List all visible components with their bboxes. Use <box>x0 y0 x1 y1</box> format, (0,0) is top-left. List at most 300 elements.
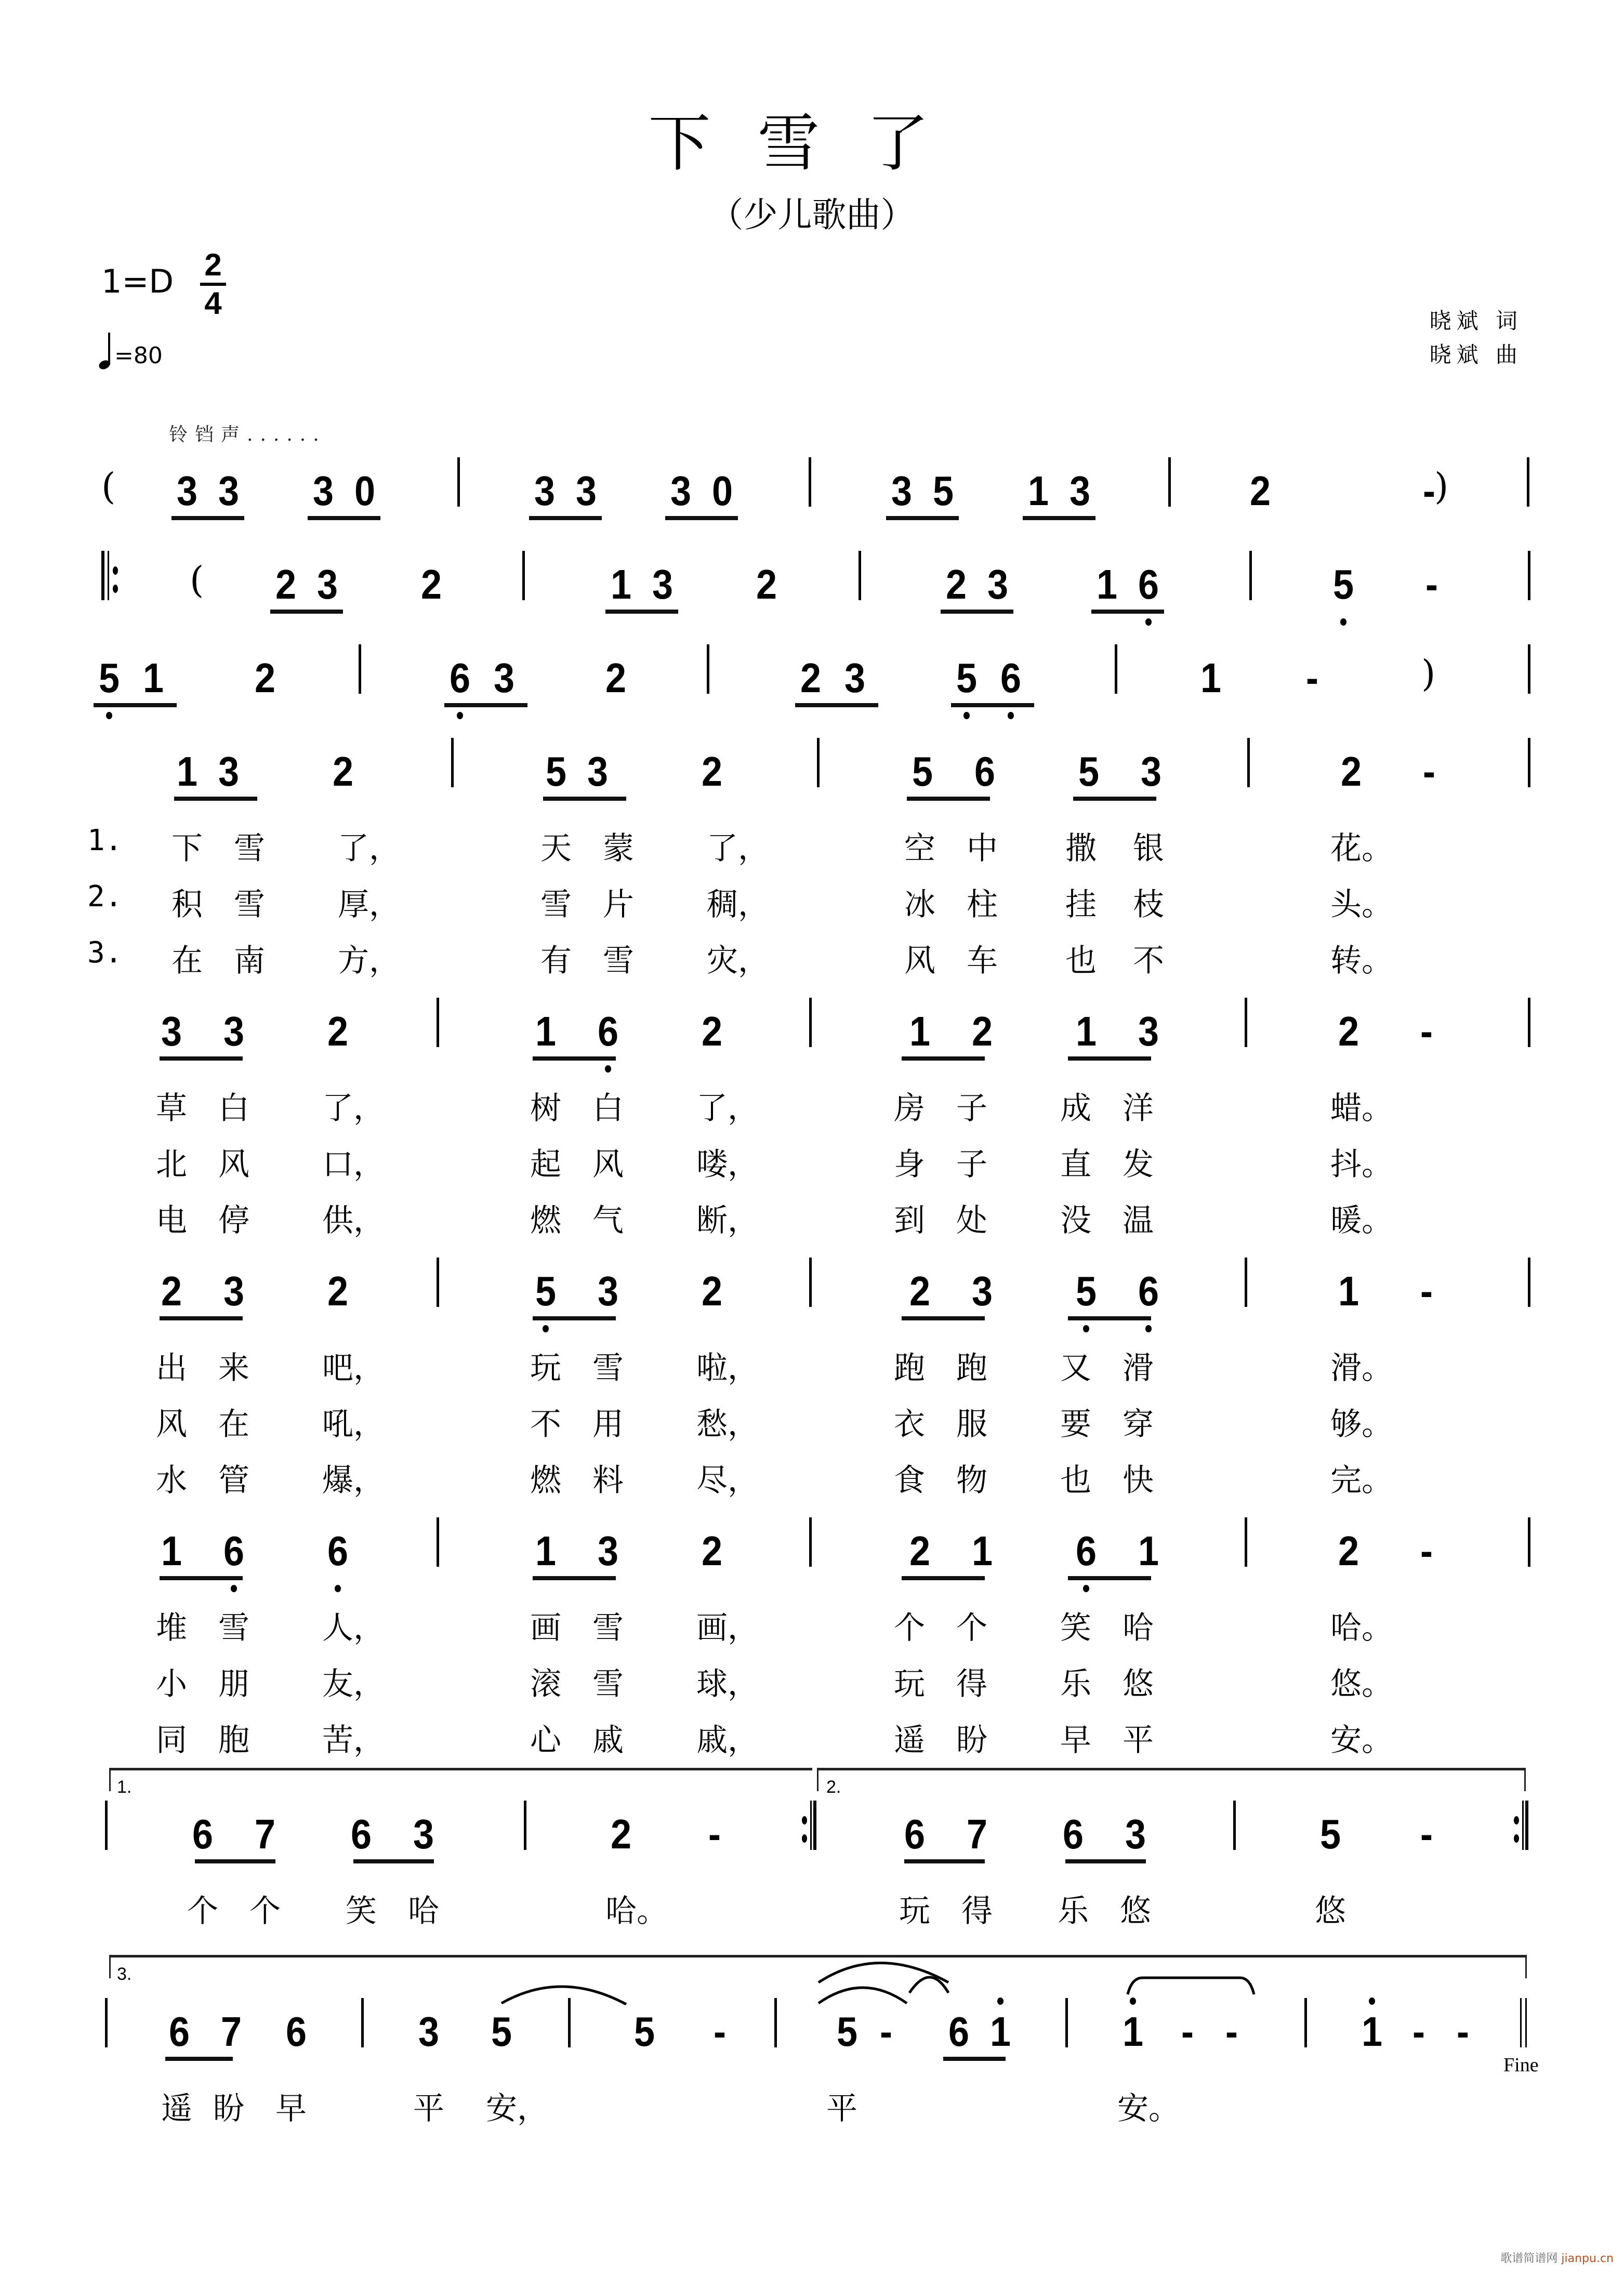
lyric-syllable: 滑。 <box>1330 1350 1393 1386</box>
lyric-syllable: 风 <box>156 1406 187 1443</box>
note: 7 <box>220 2008 242 2055</box>
lyric-syllable: 天 <box>540 830 572 867</box>
barline <box>1528 551 1530 600</box>
lyric-syllable: 南 <box>234 943 265 979</box>
lyric-syllable: 平 <box>1123 1722 1154 1758</box>
lyric-syllable: 口， <box>322 1146 385 1183</box>
note: 2 <box>327 1268 349 1314</box>
note: 3 <box>1140 748 1162 795</box>
lyric-syllable: 跑 <box>956 1350 987 1386</box>
note: 2 <box>909 1528 931 1574</box>
lyric-syllable: 笑 <box>1060 1610 1091 1646</box>
barline <box>1245 1517 1247 1567</box>
note: 3 <box>534 468 556 514</box>
lyric-syllable: 燃 <box>530 1202 561 1239</box>
low-octave-dot <box>1008 712 1014 719</box>
barline <box>1249 551 1252 600</box>
note: 6 <box>327 1528 349 1574</box>
lyric-syllable: 玩 <box>899 1893 930 1929</box>
lyric-syllable: 方， <box>338 943 400 979</box>
note: 2 <box>1249 468 1271 514</box>
lyric-syllable: 下 <box>171 830 203 867</box>
lyric-syllable: 早 <box>1060 1722 1091 1758</box>
lyric-syllable: 在 <box>218 1406 249 1443</box>
lyricist-credit: 晓斌 词 <box>1429 308 1523 334</box>
lyric-syllable: 要 <box>1060 1406 1091 1443</box>
low-octave-dot <box>963 712 970 719</box>
note: 3 <box>316 561 338 607</box>
lyric-syllable: 跑 <box>894 1350 925 1386</box>
lyric-syllable: 堆 <box>156 1610 187 1646</box>
barline <box>1247 738 1250 787</box>
note: 1 <box>1075 1008 1097 1054</box>
note: 2 <box>701 748 723 795</box>
repeat-start-thin <box>108 551 109 600</box>
lyric-syllable: 水 <box>156 1462 187 1499</box>
lyric-syllable: 温 <box>1123 1202 1154 1239</box>
note: 6 <box>449 655 471 701</box>
lyric-syllable: 空 <box>904 830 935 867</box>
note: 0 <box>711 468 733 514</box>
lyric-syllable: 玩 <box>530 1350 561 1386</box>
eighth-note-beam <box>444 703 527 707</box>
note: 6 <box>168 2008 190 2055</box>
low-octave-dot <box>1083 1325 1089 1332</box>
lyric-syllable: 白 <box>218 1090 249 1127</box>
eighth-note-beam <box>1023 516 1095 520</box>
lyric-syllable: 了， <box>338 830 400 867</box>
eighth-note-beam <box>902 1576 985 1580</box>
lyric-syllable: 处 <box>956 1202 987 1239</box>
hold-dash: - <box>1181 2008 1194 2055</box>
note: 6 <box>597 1008 619 1054</box>
lyric-syllable: 雪 <box>540 887 572 923</box>
hold-dash: - <box>1420 1268 1433 1314</box>
final-barline-thin <box>1525 1998 1527 2047</box>
note: 1 <box>1338 1268 1359 1314</box>
barline <box>359 644 361 694</box>
lyric-syllable: 又 <box>1060 1350 1091 1386</box>
volta-bracket-3 <box>109 1955 1527 1978</box>
barline <box>105 1998 108 2047</box>
note: 5 <box>633 2008 655 2055</box>
note: 1 <box>971 1528 993 1574</box>
lyric-syllable: 衣 <box>894 1406 925 1443</box>
barline <box>1065 1998 1068 2047</box>
lyric-syllable: 了， <box>696 1090 759 1127</box>
lyric-syllable: 身 <box>894 1146 925 1183</box>
note: 7 <box>966 1811 988 1857</box>
lyric-syllable: 服 <box>956 1406 987 1443</box>
note: 1 <box>1138 1528 1159 1574</box>
note: 1 <box>1361 2008 1383 2055</box>
lyric-syllable: 在 <box>171 943 203 979</box>
repeat-start-thick <box>101 551 104 600</box>
verse-number: 1. <box>87 824 123 857</box>
time-signature-bottom: 4 <box>204 286 222 321</box>
lyric-syllable: 哈。 <box>605 1893 668 1929</box>
lyric-syllable: 戚， <box>696 1722 759 1758</box>
note: 3 <box>652 561 674 607</box>
repeat-dot <box>1514 1834 1519 1843</box>
lyric-syllable: 物 <box>956 1462 987 1499</box>
lyric-syllable: 苦， <box>322 1722 385 1758</box>
note: 1 <box>1027 468 1049 514</box>
barline <box>437 998 439 1047</box>
lyric-syllable: 头。 <box>1330 887 1393 923</box>
lyric-syllable: 转。 <box>1330 943 1393 979</box>
note: 6 <box>1000 655 1022 701</box>
note: 2 <box>610 1811 632 1857</box>
eighth-note-beam <box>943 2057 1006 2061</box>
note: 3 <box>312 468 334 514</box>
lyric-syllable: 心 <box>530 1722 561 1758</box>
lyric-syllable: 撒 <box>1065 830 1097 867</box>
note: 3 <box>1138 1008 1159 1054</box>
lyric-syllable: 食 <box>894 1462 925 1499</box>
note: 2 <box>971 1008 993 1054</box>
eighth-note-beam <box>902 1056 985 1061</box>
lyric-syllable: 雪 <box>592 1666 624 1702</box>
lyric-syllable: 遥 <box>161 2091 192 2127</box>
high-octave-dot <box>997 1998 1004 2005</box>
note: 1 <box>142 655 164 701</box>
note: 5 <box>1319 1811 1341 1857</box>
bracket-paren: ) <box>1434 465 1449 508</box>
lyric-syllable: 尽， <box>696 1462 759 1499</box>
repeat-dot <box>113 585 118 593</box>
note: 3 <box>597 1528 619 1574</box>
barline <box>1528 998 1530 1047</box>
lyric-syllable: 同 <box>156 1722 187 1758</box>
lyric-syllable: 草 <box>156 1090 187 1127</box>
lyric-syllable: 没 <box>1060 1202 1091 1239</box>
eighth-note-beam <box>160 1576 243 1580</box>
barline <box>1168 457 1171 507</box>
lyric-syllable: 柱 <box>967 887 998 923</box>
note: 2 <box>701 1528 723 1574</box>
note: 3 <box>493 655 515 701</box>
eighth-note-beam <box>795 703 878 707</box>
note: 5 <box>1078 748 1100 795</box>
note: 3 <box>218 748 240 795</box>
note: 3 <box>223 1008 245 1054</box>
lyric-syllable: 够。 <box>1330 1406 1393 1443</box>
eighth-note-beam <box>353 1859 434 1863</box>
lyric-syllable: 雪 <box>592 1610 624 1646</box>
lyric-syllable: 用 <box>592 1406 624 1443</box>
hold-dash: - <box>708 1811 721 1857</box>
lyric-syllable: 雪 <box>603 943 634 979</box>
lyric-syllable: 画， <box>696 1610 759 1646</box>
barline <box>1304 1998 1307 2047</box>
lyric-syllable: 个 <box>956 1610 987 1646</box>
note: 1 <box>1200 655 1222 701</box>
volta-label-1: 1. <box>117 1777 132 1797</box>
lyric-syllable: 厚， <box>338 887 400 923</box>
hold-dash: - <box>1412 2008 1425 2055</box>
time-signature <box>200 249 226 319</box>
barline <box>809 1517 812 1567</box>
hold-dash: - <box>1420 1811 1433 1857</box>
eighth-note-beam <box>951 703 1034 707</box>
lyric-syllable: 电 <box>156 1202 187 1239</box>
song-title: 下雪了 <box>648 108 976 180</box>
note: 2 <box>161 1268 182 1314</box>
barline <box>361 1998 364 2047</box>
lyric-syllable: 雪 <box>234 830 265 867</box>
lyric-syllable: 喽， <box>696 1146 759 1183</box>
barline <box>1245 1258 1247 1307</box>
eighth-note-beam <box>886 516 959 520</box>
lyric-syllable: 笑 <box>346 1893 377 1929</box>
note: 2 <box>701 1008 723 1054</box>
eighth-note-beam <box>160 1056 243 1061</box>
low-octave-dot <box>1145 618 1152 626</box>
note: 6 <box>350 1811 372 1857</box>
hold-dash: - <box>1425 561 1438 607</box>
lyric-syllable: 啦， <box>696 1350 759 1386</box>
eighth-note-beam <box>174 797 257 801</box>
lyric-syllable: 供， <box>322 1202 385 1239</box>
lyric-syllable: 断， <box>696 1202 759 1239</box>
note: 5 <box>98 655 120 701</box>
note: 3 <box>587 748 609 795</box>
barline <box>522 551 525 600</box>
lyric-syllable: 白 <box>592 1090 624 1127</box>
fine-marking: Fine <box>1503 2054 1539 2076</box>
hold-dash: - <box>880 2008 892 2055</box>
lyric-syllable: 早 <box>275 2091 307 2127</box>
note: 6 <box>1138 1268 1159 1314</box>
lyric-syllable: 悠 <box>1315 1893 1346 1929</box>
note: 2 <box>327 1008 349 1054</box>
high-octave-dot <box>1130 1998 1136 2005</box>
barline <box>774 1998 777 2047</box>
bracket-paren: ( <box>190 559 204 601</box>
eighth-note-beam <box>165 2057 233 2061</box>
note: 7 <box>254 1811 276 1857</box>
lyric-syllable: 滚 <box>530 1666 561 1702</box>
eighth-note-beam <box>941 610 1013 614</box>
barline <box>1528 738 1530 787</box>
lyric-syllable: 吧， <box>322 1350 385 1386</box>
lyric-syllable: 风 <box>904 943 935 979</box>
volta-label-3: 3. <box>117 1964 132 1984</box>
eighth-note-beam <box>533 1316 616 1320</box>
note: 3 <box>1125 1811 1146 1857</box>
note: 1 <box>989 2008 1011 2055</box>
barline <box>568 1998 571 2047</box>
lyric-syllable: 友， <box>322 1666 385 1702</box>
lyric-syllable: 发 <box>1123 1146 1154 1183</box>
barline <box>1245 998 1247 1047</box>
eighth-note-beam <box>94 703 177 707</box>
verse-number: 3. <box>87 936 123 970</box>
lyric-syllable: 乐 <box>1058 1893 1089 1929</box>
low-octave-dot <box>231 1585 237 1592</box>
note: 2 <box>909 1268 931 1314</box>
barline <box>809 1258 812 1307</box>
lyric-syllable: 平 <box>413 2091 444 2127</box>
hold-dash: - <box>1225 2008 1238 2055</box>
lyric-syllable: 朋 <box>218 1666 249 1702</box>
lyric-syllable: 花。 <box>1330 830 1393 867</box>
note: 1 <box>535 1528 557 1574</box>
barline <box>1233 1801 1236 1850</box>
note: 5 <box>545 748 567 795</box>
quarter-note-icon <box>99 333 111 369</box>
lyric-syllable: 球， <box>696 1666 759 1702</box>
lyric-syllable: 了， <box>322 1090 385 1127</box>
lyric-syllable: 成 <box>1060 1090 1091 1127</box>
note: 3 <box>223 1268 245 1314</box>
barline <box>457 457 460 507</box>
note: 6 <box>192 1811 214 1857</box>
note: 2 <box>420 561 442 607</box>
lyric-syllable: 胞 <box>218 1722 249 1758</box>
hold-dash: - <box>1306 655 1318 701</box>
key-signature: 1=D <box>101 262 174 300</box>
eighth-note-beam <box>665 516 738 520</box>
repeat-end-thin <box>1522 1801 1524 1850</box>
eighth-note-beam <box>907 797 990 801</box>
lyric-syllable: 得 <box>961 1893 993 1929</box>
eighth-note-beam <box>902 1316 985 1320</box>
lyric-syllable: 燃 <box>530 1462 561 1499</box>
lyric-syllable: 戚 <box>592 1722 624 1758</box>
note: 6 <box>974 748 996 795</box>
lyric-syllable: 哈。 <box>1330 1610 1393 1646</box>
note: 2 <box>1338 1528 1359 1574</box>
eighth-note-beam <box>543 797 626 801</box>
lyric-syllable: 直 <box>1060 1146 1091 1183</box>
lyric-syllable: 人， <box>322 1610 385 1646</box>
barline <box>1528 644 1530 694</box>
note: 1 <box>610 561 632 607</box>
hold-dash: - <box>1420 1528 1433 1574</box>
tempo-marking <box>99 333 163 369</box>
eighth-note-beam <box>308 516 380 520</box>
note: 6 <box>1138 561 1159 607</box>
note: 5 <box>932 468 954 514</box>
note: 6 <box>904 1811 926 1857</box>
eighth-note-beam <box>1068 1316 1151 1320</box>
high-octave-dot <box>1369 1998 1375 2005</box>
lyric-syllable: 画 <box>530 1610 561 1646</box>
hold-dash: - <box>1423 468 1435 514</box>
lyric-syllable: 到 <box>894 1202 925 1239</box>
barline <box>707 644 709 694</box>
barline <box>524 1801 526 1850</box>
lyric-syllable: 洋 <box>1123 1090 1154 1127</box>
bracket-paren: ( <box>101 465 116 508</box>
note: 5 <box>1332 561 1354 607</box>
lyric-syllable: 吼， <box>322 1406 385 1443</box>
lyric-syllable: 平 <box>826 2091 857 2127</box>
note: 3 <box>575 468 597 514</box>
volta-bracket-1 <box>109 1768 812 1791</box>
lyric-syllable: 盼 <box>956 1722 987 1758</box>
hold-dash: - <box>714 2008 726 2055</box>
note: 1 <box>161 1528 182 1574</box>
lyric-syllable: 爆， <box>322 1462 385 1499</box>
lyric-syllable: 冰 <box>904 887 935 923</box>
barline <box>809 457 811 507</box>
lyric-syllable: 房 <box>894 1090 925 1127</box>
note: 5 <box>956 655 978 701</box>
lyric-syllable: 悠 <box>1123 1666 1154 1702</box>
note: 5 <box>836 2008 858 2055</box>
note: 6 <box>1062 1811 1084 1857</box>
repeat-end-thick <box>1525 1801 1528 1850</box>
lyric-syllable: 玩 <box>894 1666 925 1702</box>
note: 3 <box>670 468 692 514</box>
lyric-syllable: 管 <box>218 1462 249 1499</box>
eighth-note-beam <box>1065 1859 1146 1863</box>
volta-bracket-2 <box>817 1768 1526 1791</box>
volta-label-2: 2. <box>826 1777 841 1797</box>
note: 1 <box>1096 561 1118 607</box>
lyric-syllable: 蜡。 <box>1330 1090 1393 1127</box>
repeat-dot <box>113 566 118 575</box>
lyric-syllable: 了， <box>707 830 769 867</box>
lyric-syllable: 雪 <box>234 887 265 923</box>
note: 3 <box>413 1811 434 1857</box>
note: 3 <box>597 1268 619 1314</box>
note: 1 <box>535 1008 557 1054</box>
barline <box>1528 1258 1530 1307</box>
lyric-syllable: 不 <box>530 1406 561 1443</box>
note: 3 <box>971 1268 993 1314</box>
lyric-syllable: 悠。 <box>1330 1666 1393 1702</box>
eighth-note-beam <box>195 1859 275 1863</box>
lyric-syllable: 车 <box>967 943 998 979</box>
lyric-syllable: 子 <box>956 1090 987 1127</box>
barline <box>1528 1517 1530 1567</box>
lyric-syllable: 暖。 <box>1330 1202 1393 1239</box>
lyric-syllable: 盼 <box>213 2091 244 2127</box>
note: 3 <box>891 468 913 514</box>
lyric-syllable: 雪 <box>218 1610 249 1646</box>
note: 2 <box>945 561 967 607</box>
note: 6 <box>1075 1528 1097 1574</box>
low-octave-dot <box>1145 1325 1152 1332</box>
hold-dash: - <box>1420 1008 1433 1054</box>
note: 3 <box>418 2008 440 2055</box>
note: 1 <box>176 748 198 795</box>
barline <box>817 738 820 787</box>
lyric-syllable: 停 <box>218 1202 249 1239</box>
lyric-syllable: 中 <box>967 830 998 867</box>
lyric-syllable: 抖。 <box>1330 1146 1393 1183</box>
note: 2 <box>605 655 627 701</box>
lyric-syllable: 个 <box>249 1893 281 1929</box>
note: 6 <box>223 1528 245 1574</box>
note: 2 <box>254 655 276 701</box>
note: 3 <box>176 468 198 514</box>
barline <box>1527 457 1529 507</box>
lyric-syllable: 出 <box>156 1350 187 1386</box>
eighth-note-beam <box>1073 797 1156 801</box>
eighth-note-beam <box>529 516 602 520</box>
composer-credit: 晓斌 曲 <box>1429 342 1523 367</box>
repeat-dot <box>802 1816 807 1824</box>
low-octave-dot <box>335 1585 341 1592</box>
lyric-syllable: 遥 <box>894 1722 925 1758</box>
lyric-syllable: 积 <box>171 887 203 923</box>
lyric-syllable: 个 <box>894 1610 925 1646</box>
